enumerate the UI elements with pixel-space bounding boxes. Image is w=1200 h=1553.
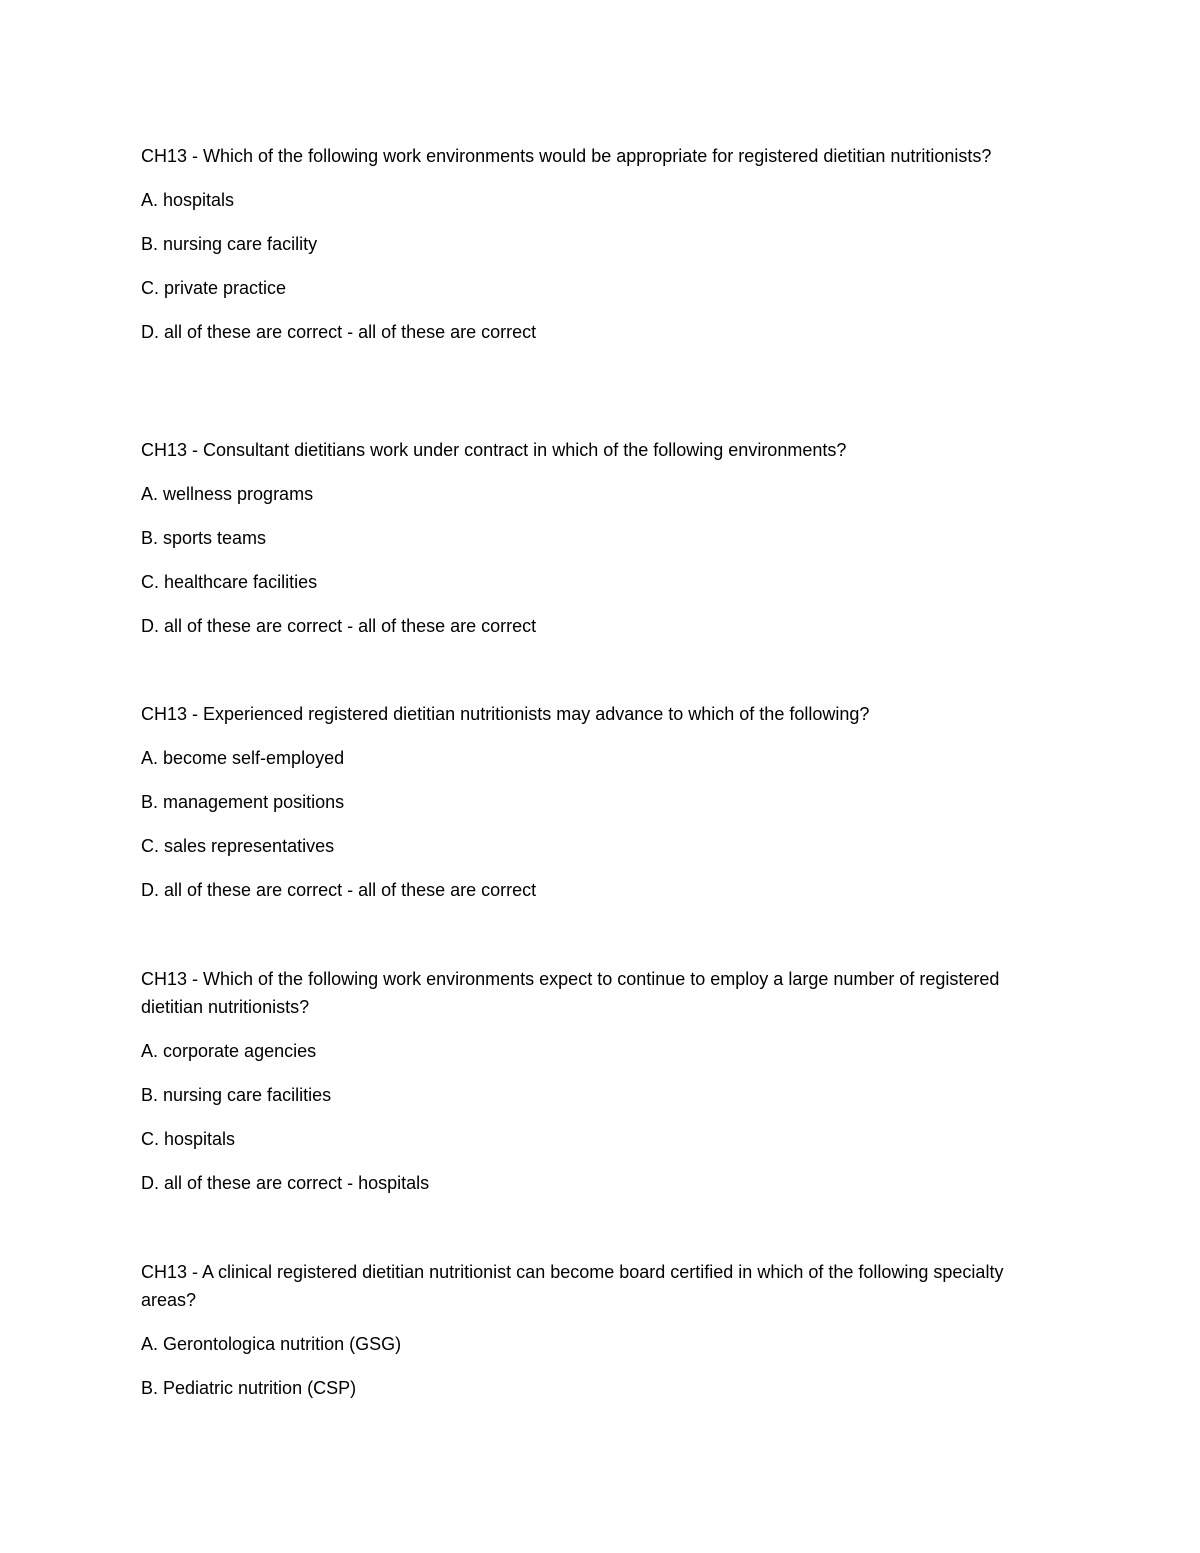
answer-option-a: A. Gerontologica nutrition (GSG)	[141, 1334, 402, 1354]
question-block	[141, 700, 1041, 920]
answer-option-a: A. become self-employed	[141, 748, 345, 768]
answer-option-a: A. wellness programs	[141, 484, 314, 504]
answer-option-d: D. all of these are correct - all of these are correct	[141, 880, 537, 900]
answer-option-b: B. nursing care facility	[141, 234, 318, 254]
answer-option-d: D. all of these are correct - all of these are correct	[141, 616, 537, 636]
answer-option-d: D. all of these are correct - all of these are correct	[141, 322, 537, 342]
answer-option-c: C. sales representatives	[141, 836, 335, 856]
question-block	[141, 965, 1041, 1213]
answer-option-b: B. nursing care facilities	[141, 1085, 332, 1105]
question-block	[141, 1258, 1041, 1418]
answer-option-a: A. corporate agencies	[141, 1041, 317, 1061]
question-text: CH13 - Which of the following work environments expect to continue to employ a large number of registered dietitian nutritionists?	[141, 969, 1000, 1017]
question-text: CH13 - Experienced registered dietitian nutritionists may advance to which of the following?	[141, 704, 870, 724]
answer-option-d: D. all of these are correct - hospitals	[141, 1173, 430, 1193]
answer-option-b: B. management positions	[141, 792, 345, 812]
answer-option-b: B. sports teams	[141, 528, 267, 548]
answer-option-a: A. hospitals	[141, 190, 235, 210]
question-block	[141, 436, 1041, 656]
answer-option-c: C. private practice	[141, 278, 287, 298]
question-text: CH13 - Consultant dietitians work under contract in which of the following environments?	[141, 440, 847, 460]
answer-option-c: C. healthcare facilities	[141, 572, 318, 592]
answer-option-c: C. hospitals	[141, 1129, 236, 1149]
question-text: CH13 - A clinical registered dietitian nutritionist can become board certified in which of the following specialty areas?	[141, 1262, 1004, 1310]
answer-option-b: B. Pediatric nutrition (CSP)	[141, 1378, 357, 1398]
question-block	[141, 142, 1041, 362]
question-text: CH13 - Which of the following work environments would be appropriate for registered dietitian nutritionists?	[141, 146, 992, 166]
